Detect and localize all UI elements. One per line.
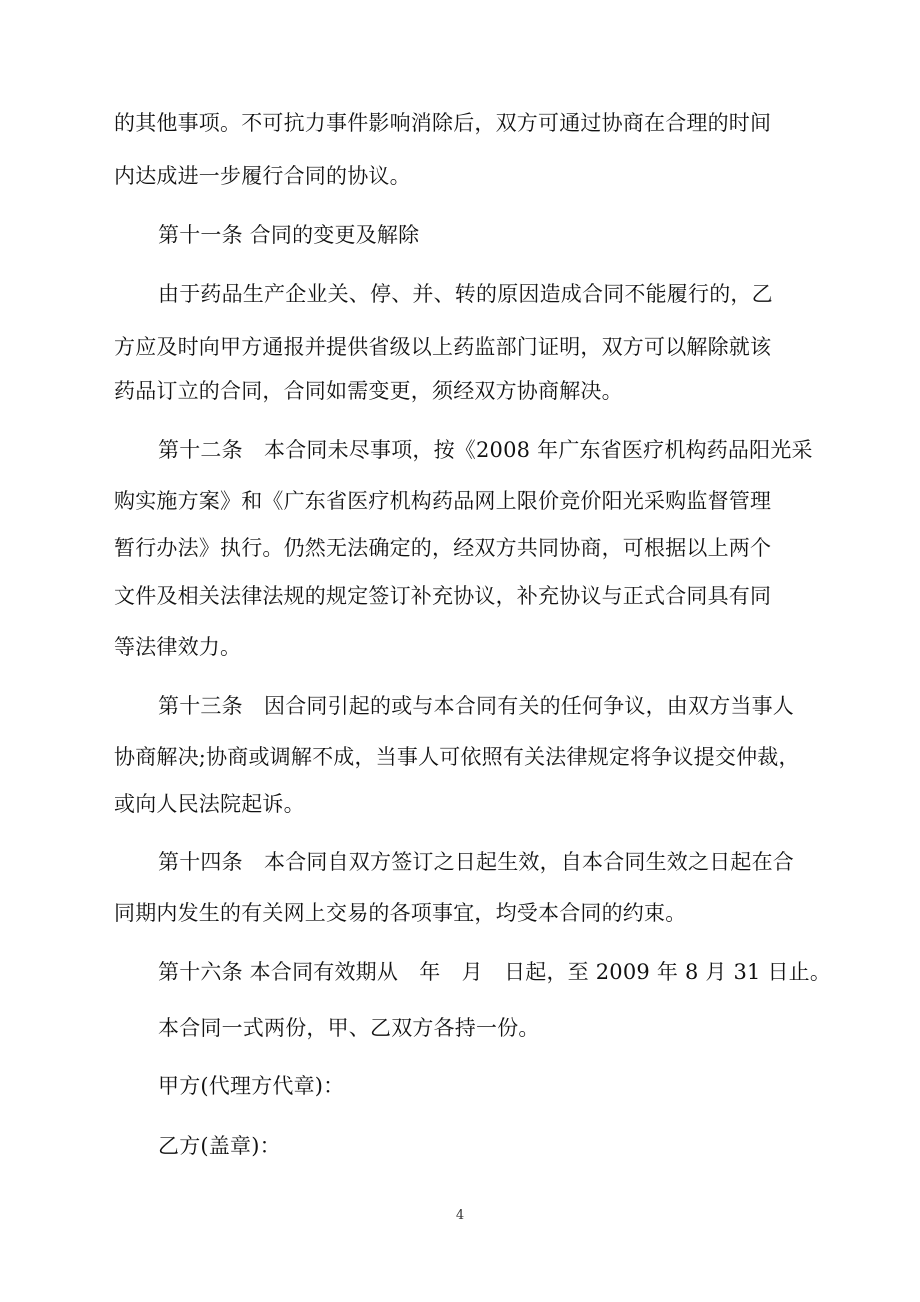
article-13-line-3: 或向人民法院起诉。 [114,792,305,816]
copies-statement: 本合同一式两份，甲、乙双方各持一份。 [158,1016,540,1040]
article-13-line-1: 第十三条 因合同引起的或与本合同有关的任何争议，由双方当事人 [158,694,794,718]
article-12-line-5: 等法律效力。 [114,635,242,659]
party-a-signature-line: 甲方(代理方代章)： [158,1074,345,1098]
text-line-1: 的其他事项。不可抗力事件影响消除后，双方可通过协商在合理的时间 [114,111,772,135]
article-12-line-3: 暂行办法》执行。仍然无法确定的，经双方共同协商，可根据以上两个 [114,536,772,560]
article-12-line-4: 文件及相关法律法规的规定签订补充协议，补充协议与正式合同具有同 [114,584,772,608]
page-number: 4 [455,1208,465,1223]
article-11-line-3: 药品订立的合同，合同如需变更，须经双方协商解决。 [114,379,623,403]
article-14-line-1: 第十四条 本合同自双方签订之日起生效，自本合同生效之日起在合 [158,850,794,874]
article-16-line-1: 第十六条 本合同有效期从 年 月 日起，至 2009 年 8 月 31 日止。 [158,960,832,984]
article-11-line-2: 方应及时向甲方通报并提供省级以上药监部门证明，双方可以解除就该 [114,335,772,359]
article-12-line-2: 购实施方案》和《广东省医疗机构药品网上限价竞价阳光采购监督管理 [114,489,772,513]
article-11-heading: 第十一条 合同的变更及解除 [158,223,420,247]
text-line-2: 内达成进一步履行合同的协议。 [114,164,411,188]
article-14-line-2: 同期内发生的有关网上交易的各项事宜，均受本合同的约束。 [114,901,687,925]
party-b-signature-line: 乙方(盖章)： [158,1134,281,1158]
article-12-line-1: 第十二条 本合同未尽事项，按《2008 年广东省医疗机构药品阳光采 [158,438,813,462]
article-13-line-2: 协商解决;协商或调解不成，当事人可依照有关法律规定将争议提交仲裁， [114,745,800,769]
article-11-line-1: 由于药品生产企业关、停、并、转的原因造成合同不能履行的，乙 [158,282,773,306]
